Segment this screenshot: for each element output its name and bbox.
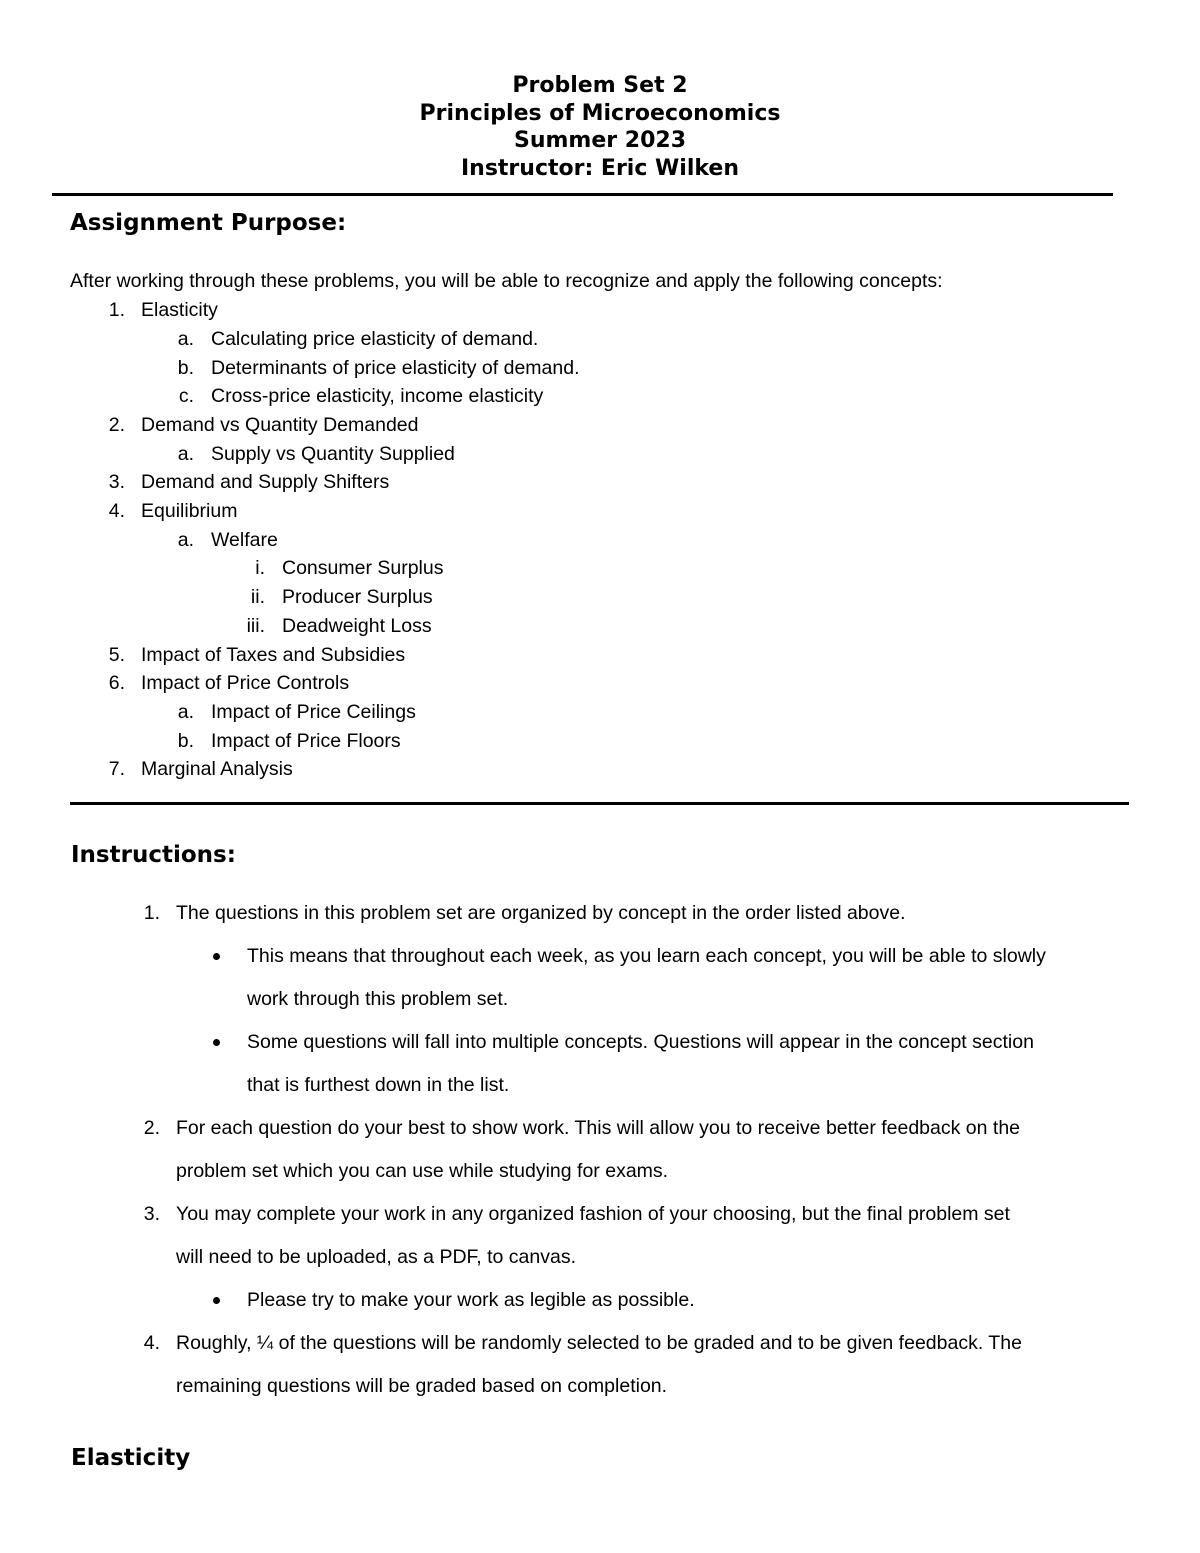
outline-marker: a. [177, 443, 194, 465]
outline-marker: 5. [108, 644, 125, 666]
bullet-icon [213, 953, 220, 960]
instruction-number: 2. [143, 1117, 160, 1139]
instruction-line: Please try to make your work as legible as possible. [247, 1289, 695, 1311]
instruction-line: This means that throughout each week, as you learn each concept, you will be able to slowly [247, 945, 1046, 967]
outline-item: Calculating price elasticity of demand. [211, 328, 539, 350]
instruction-number: 1. [143, 902, 160, 924]
outline-item: Welfare [211, 529, 278, 551]
instruction-line: problem set which you can use while studying for exams. [176, 1160, 669, 1182]
outline-item: Determinants of price elasticity of demand. [211, 357, 580, 379]
outline-item: Impact of Price Ceilings [211, 701, 416, 723]
outline-marker: i. [255, 557, 265, 579]
outline-marker: b. [177, 730, 194, 752]
bullet-icon [213, 1039, 220, 1046]
outline-item: Consumer Surplus [282, 557, 444, 579]
purpose-intro: After working through these problems, you will be able to recognize and apply the following concepts: [70, 270, 943, 292]
outline-item: Cross-price elasticity, income elasticity [211, 385, 544, 407]
outline-marker: iii. [246, 615, 265, 637]
instructions-heading: Instructions: [71, 842, 236, 868]
outline-marker: 7. [108, 758, 125, 780]
outline-item: Demand vs Quantity Demanded [141, 414, 419, 436]
course-name: Principles of Microeconomics [419, 100, 781, 126]
outline-marker: 6. [108, 672, 125, 694]
outline-item: Elasticity [141, 299, 218, 321]
outline-item: Impact of Taxes and Subsidies [141, 644, 406, 666]
assignment-purpose-heading: Assignment Purpose: [70, 210, 347, 236]
elasticity-heading: Elasticity [71, 1445, 191, 1471]
outline-marker: 1. [108, 299, 125, 321]
outline-item: Impact of Price Floors [211, 730, 401, 752]
outline-item: Demand and Supply Shifters [141, 471, 390, 493]
purpose-divider [70, 802, 1129, 805]
outline-item: Impact of Price Controls [141, 672, 350, 694]
outline-marker: b. [177, 357, 194, 379]
instruction-line: Roughly, ¼ of the questions will be randomly selected to be graded and to be given feedback. The [176, 1332, 1022, 1354]
instruction-line: work through this problem set. [247, 988, 509, 1010]
term: Summer 2023 [513, 128, 686, 153]
outline-item: Supply vs Quantity Supplied [211, 443, 455, 465]
instruction-line: For each question do your best to show work. This will allow you to receive better feedback on the [176, 1117, 1021, 1139]
outline-marker: a. [177, 328, 194, 350]
header-divider [52, 193, 1113, 196]
outline-marker: 3. [108, 471, 125, 493]
outline-marker: 4. [108, 500, 125, 522]
instruction-line: that is furthest down in the list. [247, 1074, 510, 1096]
document-header [0, 72, 1200, 182]
outline-marker: c. [178, 385, 194, 407]
outline-item: Equilibrium [141, 500, 238, 522]
instruction-line: The questions in this problem set are organized by concept in the order listed above. [176, 902, 906, 924]
outline-item: Marginal Analysis [141, 758, 293, 780]
instruction-line: will need to be uploaded, as a PDF, to canvas. [176, 1246, 576, 1268]
instructor-name: Instructor: Eric Wilken [460, 155, 740, 181]
outline-item: Producer Surplus [282, 586, 433, 608]
instruction-number: 4. [143, 1332, 160, 1354]
problem-set-title: Problem Set 2 [512, 73, 688, 98]
outline-marker: a. [177, 701, 194, 723]
instruction-line: remaining questions will be graded based on completion. [176, 1375, 668, 1397]
instruction-line: Some questions will fall into multiple concepts. Questions will appear in the concept section [247, 1031, 1034, 1053]
instruction-number: 3. [143, 1203, 160, 1225]
outline-marker: a. [177, 529, 194, 551]
outline-marker: ii. [250, 586, 265, 608]
bullet-icon [213, 1297, 220, 1304]
instruction-line: You may complete your work in any organized fashion of your choosing, but the final problem set [176, 1203, 1010, 1225]
outline-item: Deadweight Loss [282, 615, 432, 637]
outline-marker: 2. [108, 414, 125, 436]
